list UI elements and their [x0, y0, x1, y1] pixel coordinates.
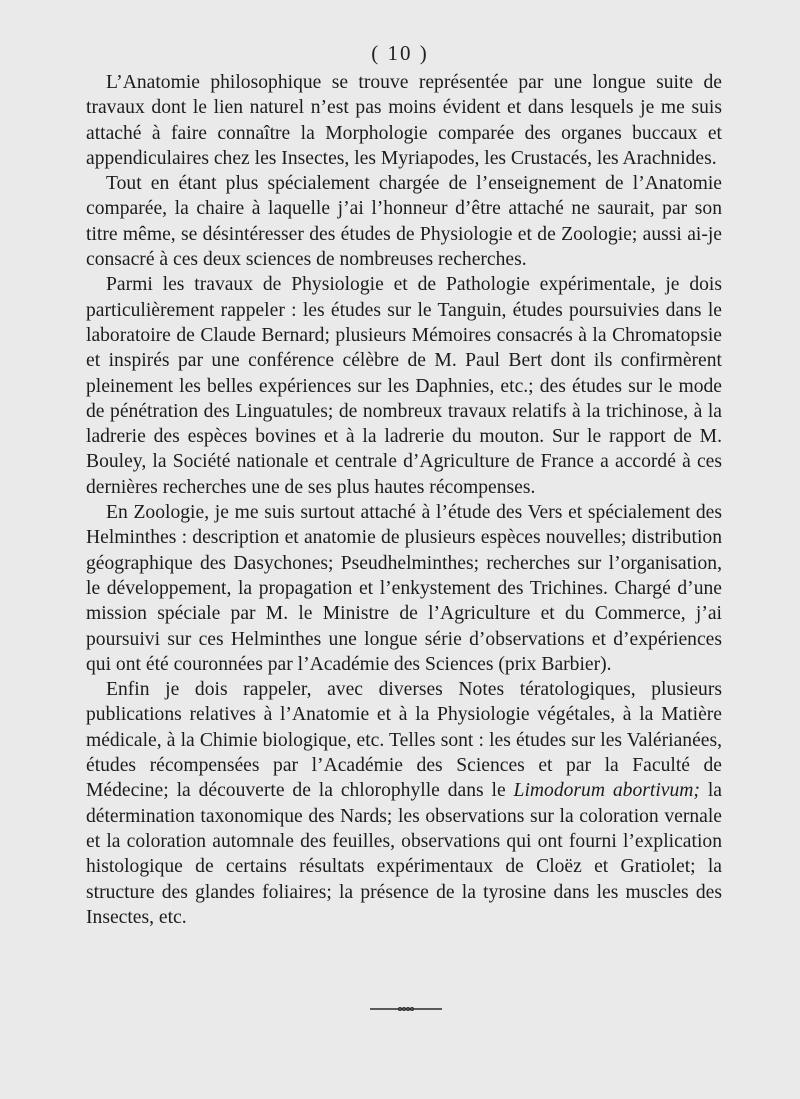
paragraph-text-end: la détermination taxonomique des Nards; les observations sur la coloration vernale et la coloration automnale des feuilles, observations qui ont fourni l’explication histologique de certains résultats expérimentaux de Cloëz et Gratiolet; la structure des glandes foliaires; la présence de la tyrosine dans les muscles des Insectes, etc. [86, 780, 722, 928]
italic-species-name: Limodorum abortivum; [513, 780, 700, 802]
end-rule-ornament-icon [370, 1006, 442, 1012]
paragraph-publications-vegetales [86, 677, 722, 930]
paragraph-text-start: Enfin je dois rappeler, avec diverses Notes tératologiques, plusieurs publications relatives à l’Anatomie et à la Physiologie végétales, à la Matière médicale, à la Chimie biologique, etc. Telles sont : les études sur les Valérianées, études récompensées par l’Académie des Sciences et par la Faculté de Médecine; la découverte de la chlorophylle dans le [86, 679, 722, 802]
body-text [86, 70, 722, 930]
paragraph-zoologie: En Zoologie, je me suis surtout attaché à l’étude des Vers et spécialement des Helminthes : description et anatomie de plusieurs espèces nouvelles; distribution géographique des Dasychones; Pseudhelminthes; recherches sur l’organisation, le développement, la propagation et l’enkystement des Trichines. Chargé d’une mission spéciale par M. le Ministre de l’Agriculture et du Commerce, j’ai poursuivi sur ces Helminthes une longue série d’observations et d’expériences qui ont été couronnées par l’Académie des Sciences (prix Barbier). [86, 502, 722, 675]
paragraph-physiologie-pathologie: Parmi les travaux de Physiologie et de Pathologie expérimentale, je dois particulièrement rappeler : les études sur le Tanguin, études poursuivies dans le laboratoire de Claude Bernard; plusieurs Mémoires consacrés à la Chromatopsie et inspirés par une conférence célèbre de M. Paul Bert dont ils confirmèrent pleinement les belles expériences sur les Daphnies, etc.; des études sur le mode de pénétration des Linguatules; de nombreux travaux relatifs à la trichinose, à la ladrerie des espèces bovines et à la ladrerie du mouton. Sur le rapport de M. Bouley, la Société nationale et centrale d’Agriculture de France a accordé à ces dernières recherches une de ses plus hautes récompenses. [86, 274, 722, 498]
page-number: ( 10 ) [371, 41, 429, 65]
paragraph-anatomie-philosophique: L’Anatomie philosophique se trouve représentée par une longue suite de travaux dont le lien naturel n’est pas moins évident et dans lesquels je me suis attaché à faire connaître la Morphologie comparée des organes buccaux et appendiculaires chez les Insectes, les Myriapodes, les Crustacés, les Arachnides. [86, 72, 722, 169]
paragraph-anatomie-comparee: Tout en étant plus spécialement chargée de l’enseignement de l’Anatomie comparée, la chaire à laquelle j’ai l’honneur d’être attaché ne saurait, par son titre même, se désintéresser des études de Physiologie et de Zoologie; aussi ai-je consacré à ces deux sciences de nombreuses recherches. [86, 173, 722, 271]
